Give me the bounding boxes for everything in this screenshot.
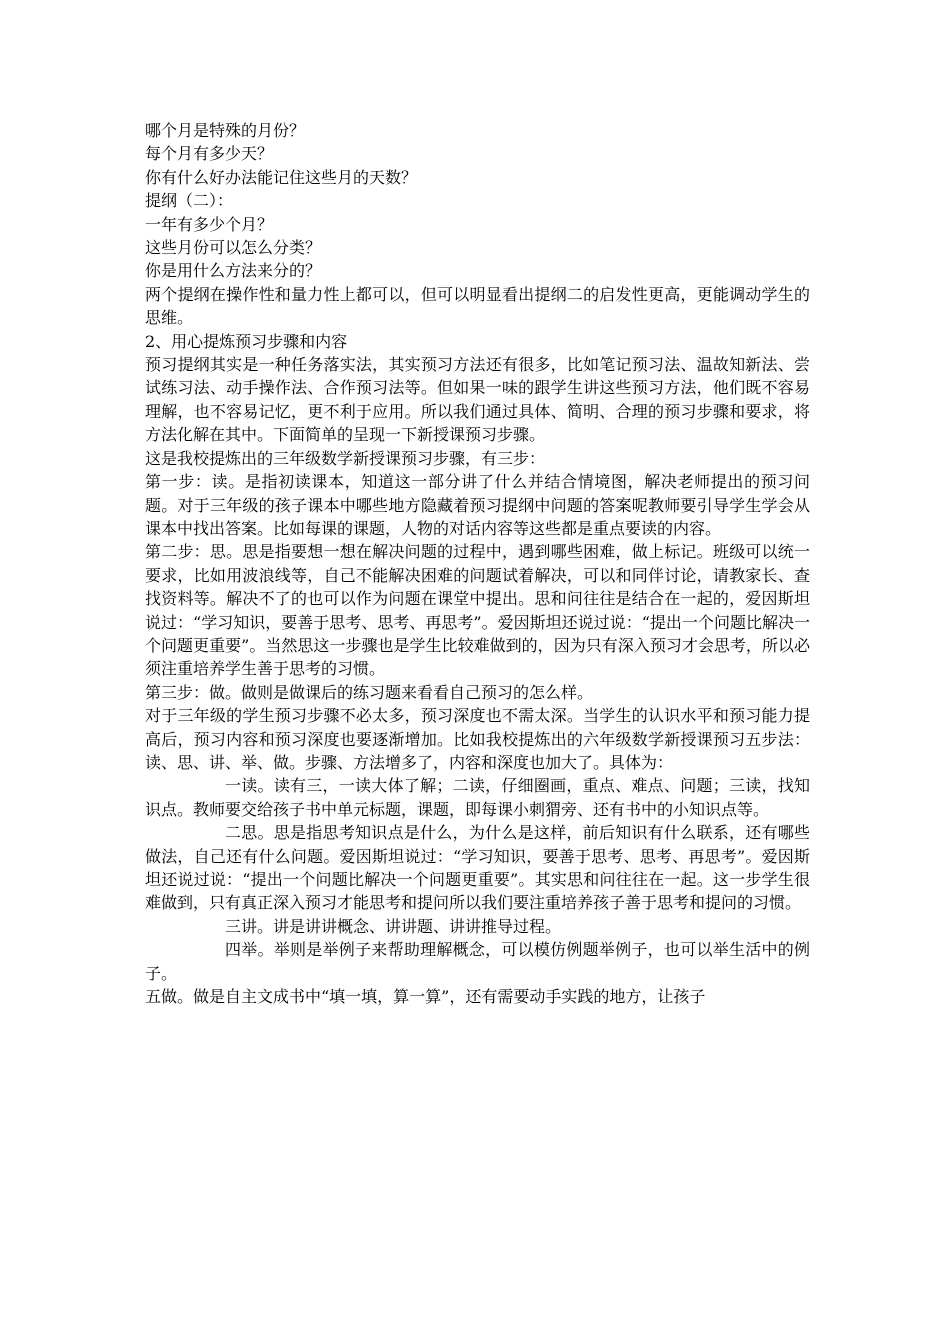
paragraph: 对于三年级的学生预习步骤不必太多，预习深度也不需太深。当学生的认识水平和预习能力提高后，预习内容和预习深度也要逐渐增加。比如我校提炼出的六年级数学新授课预习五步法：读、思、讲、举、做。步骤、方法增多了，内容和深度也加大了。具体为： <box>145 706 810 772</box>
text-line: 你有什么好办法能记住这些月的天数？ <box>145 167 418 187</box>
step-three-paragraph: 第三步：做。做则是做课后的练习题来看看自己预习的怎么样。 <box>145 682 594 702</box>
step-one-paragraph: 第一步：读。是指初读课本，知道这一部分讲了什么并结合情境图，解决老师提出的预习问题。对于三年级的孩子课本中哪些地方隐藏着预习提纲中问题的答案呢教师要引导学生学会从课本中找出答案。比如每课的课题，人物的对话内容等这些都是重点要读的内容。 <box>145 472 810 538</box>
text-line: 这些月份可以怎么分类？ <box>145 238 322 258</box>
text-line: 你是用什么方法来分的？ <box>145 261 322 281</box>
paragraph: 这是我校提炼出的三年级数学新授课预习步骤，有三步： <box>145 448 546 468</box>
item-think: 二思。思是指思考知识点是什么，为什么是这样，前后知识有什么联系，还有哪些做法，自己还有什么问题。爱因斯坦说过：“学习知识，要善于思考、思考、再思考”。爱因斯坦还说过说：“提出一个问题比解决一个问题更重要”。其实思和问往往在一起。这一步学生很难做到，只有真正深入预习才能思考和提问所以我们要注重培养孩子善于思考和提问的习惯。 <box>145 823 810 913</box>
text-line: 一年有多少个月？ <box>145 214 274 234</box>
document-body <box>145 119 810 1008</box>
item-read: 一读。读有三，一读大体了解；二读，仔细圈画，重点、难点、问题；三读，找知识点。教师要交给孩子书中单元标题，课题，即每课小刺猬旁、还有书中的小知识点等。 <box>145 776 810 819</box>
text-line: 每个月有多少天？ <box>145 144 274 164</box>
paragraph: 预习提纲其实是一种任务落实法，其实预习方法还有很多，比如笔记预习法、温故知新法、尝试练习法、动手操作法、合作预习法等。但如果一味的跟学生讲这些预习方法，他们既不容易理解，也不容易记忆，更不利于应用。所以我们通过具体、简明、合理的预习步骤和要求，将方法化解在其中。下面简单的呈现一下新授课预习步骤。 <box>145 355 810 445</box>
paragraph: 两个提纲在操作性和量力性上都可以，但可以明显看出提纲二的启发性更高，更能调动学生的思维。 <box>145 284 810 328</box>
outline-heading: 提纲（二）： <box>145 191 234 211</box>
section-heading: 2、用心提炼预习步骤和内容 <box>145 331 348 351</box>
item-do: 五做。做是自主文成书中“填一填，算一算”，还有需要动手实践的地方，让孩子 <box>145 987 706 1007</box>
step-two-paragraph: 第二步：思。思是指要想一想在解决问题的过程中，遇到哪些困难，做上标记。班级可以统一要求，比如用波浪线等，自己不能解决困难的问题试着解决，可以和同伴讨论，请教家长、查找资料等。解决不了的也可以作为问题在课堂中提出。思和问往往是结合在一起的，爱因斯坦说过：“学习知识，要善于思考、思考、再思考”。爱因斯坦还说过说：“提出一个问题比解决一个问题更重要”。当然思这一步骤也是学生比较难做到的，因为只有深入预习才会思考，所以必须注重培养学生善于思考的习惯。 <box>145 542 810 679</box>
item-speak: 三讲。讲是讲讲概念、讲讲题、讲讲推导过程。 <box>225 916 562 936</box>
item-example: 四举。举则是举例子来帮助理解概念，可以模仿例题举例子，也可以举生活中的例子。 <box>145 940 810 983</box>
text-line: 哪个月是特殊的月份？ <box>145 121 306 140</box>
